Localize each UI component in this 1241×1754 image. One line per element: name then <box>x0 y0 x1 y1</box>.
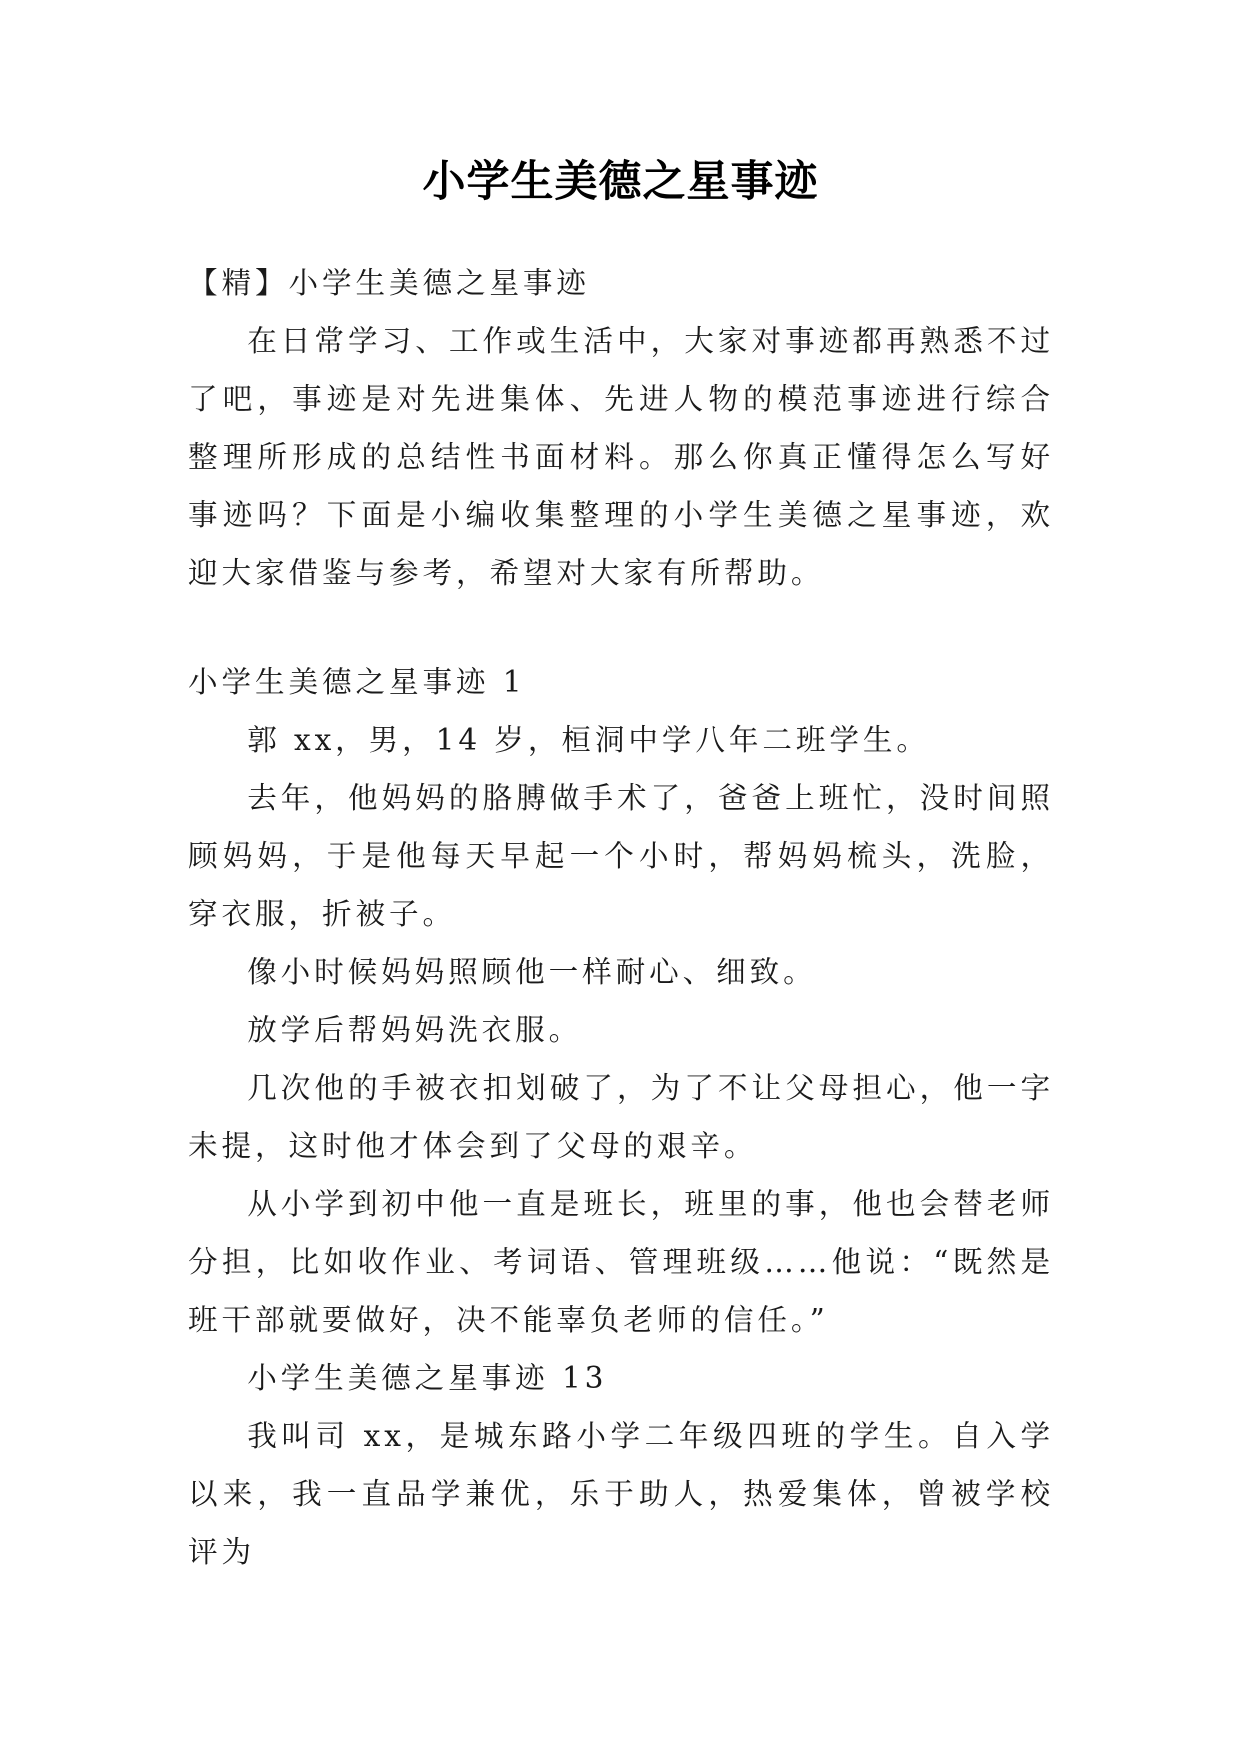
document-body <box>188 254 1054 1581</box>
paragraph: 放学后帮妈妈洗衣服。 <box>247 1013 583 1047</box>
paragraph: 从小学到初中他一直是班长，班里的事，他也会替老师分担，比如收作业、考词语、管理班级……他说：“既然是班干部就要做好，决不能辜负老师的信任。” <box>188 1187 1054 1337</box>
section-spacer <box>188 602 1054 653</box>
paragraph: 去年，他妈妈的胳膊做手术了，爸爸上班忙，没时间照顾妈妈，于是他每天早起一个小时，帮妈妈梳头，洗脸，穿衣服，折被子。 <box>188 781 1054 931</box>
paragraph: 几次他的手被衣扣划破了，为了不让父母担心，他一字未提，这时他才体会到了父母的艰辛。 <box>188 1071 1054 1163</box>
document-title: 小学生美德之星事迹 <box>422 157 819 207</box>
section-heading-1: 小学生美德之星事迹 1 <box>188 665 526 699</box>
intro-paragraph: 在日常学习、工作或生活中，大家对事迹都再熟悉不过了吧，事迹是对先进集体、先进人物的模范事迹进行综合整理所形成的总结性书面材料。那么你真正懂得怎么写好事迹吗？下面是小编收集整理的小学生美德之星事迹，欢迎大家借鉴与参考，希望对大家有所帮助。 <box>188 324 1054 590</box>
document-subtitle: 【精】小学生美德之星事迹 <box>188 266 590 300</box>
paragraph: 像小时候妈妈照顾他一样耐心、细致。 <box>247 955 817 989</box>
paragraph: 郭 xx，男，14 岁，桓洞中学八年二班学生。 <box>247 723 930 757</box>
paragraph: 我叫司 xx，是城东路小学二年级四班的学生。自入学以来，我一直品学兼优，乐于助人，热爱集体，曾被学校评为 <box>188 1419 1054 1569</box>
section-heading-13: 小学生美德之星事迹 13 <box>247 1361 608 1395</box>
